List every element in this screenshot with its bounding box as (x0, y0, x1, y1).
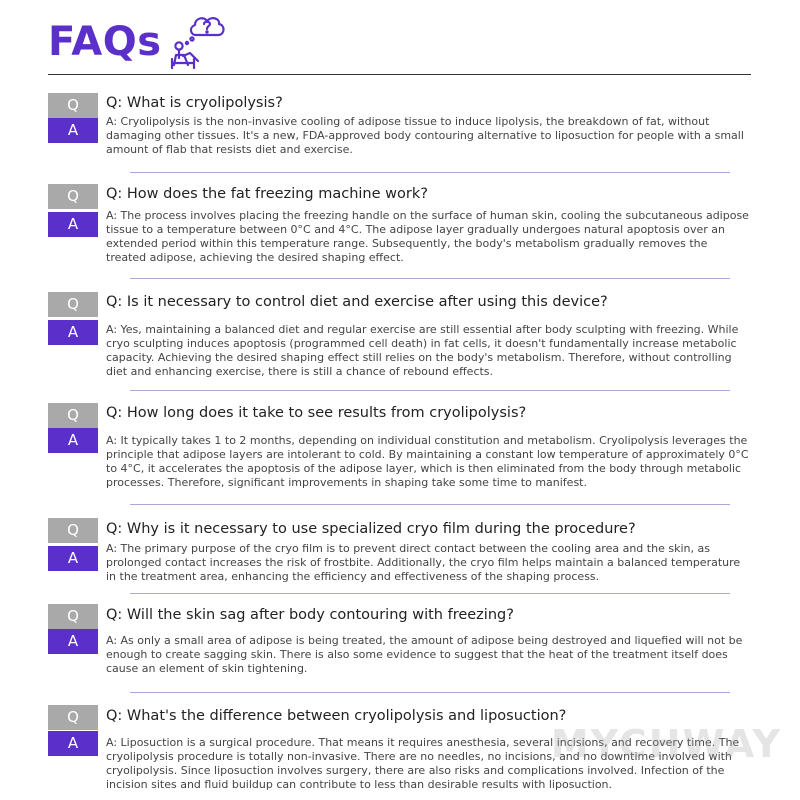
faq-answer: A: Cryolipolysis is the non-invasive cooling of adipose tissue to induce lipolysis, the breakdown of fat, without damaging other tissues. It's a new, FDA-approved body contouring alternative to liposuction for people with a small amount of flab that resists diet and exercise. (106, 115, 744, 156)
answer-badge: A (48, 731, 98, 756)
faq-divider (130, 504, 730, 505)
faq-divider (130, 593, 730, 594)
faq-question: Q: Will the skin sag after body contouring with freezing? (106, 607, 514, 623)
faq-divider (130, 692, 730, 693)
question-badge: Q (48, 518, 98, 543)
faq-answer: A: As only a small area of adipose is being treated, the amount of adipose being destroyed and liquefied will not be enough to create sagging skin. There is also some evidence to suggest that the heat of the treatment itself does cause an element of skin tightening. (106, 634, 743, 675)
question-badge: Q (48, 184, 98, 209)
question-badge: Q (48, 604, 98, 629)
person-thinking-cloud-icon (170, 13, 232, 71)
faq-question: Q: What is cryolipolysis? (106, 95, 283, 111)
answer-badge: A (48, 546, 98, 571)
faq-question: Q: How does the fat freezing machine work? (106, 186, 428, 202)
header-divider (48, 74, 751, 75)
question-badge: Q (48, 403, 98, 428)
faq-answer: A: Yes, maintaining a balanced diet and regular exercise are still essential after body sculpting with freezing. While cryo sculpting induces apoptosis (programmed cell death) in fat cells, it doesn't fundamentally increase metabolic capacity. Achieving the desired shaping effect still relies on the body's metabolism. Therefore, without controlling diet and enhancing exercise, there is still a chance of rebound effects. (106, 323, 739, 378)
question-badge: Q (48, 93, 98, 118)
faq-answer: A: It typically takes 1 to 2 months, depending on individual constitution and metabolism. Cryolipolysis leverages the principle that adipose layers are intolerant to cold. By maintaining a constant low temperature of approximately 0°C to 4°C, it accelerates the apoptosis of the adipose layer, which is then eliminated from the body through metabolic processes. Therefore, significant improvements in shaping take some time to manifest. (106, 434, 749, 489)
faq-divider (130, 172, 730, 173)
faq-question: Q: Is it necessary to control diet and exercise after using this device? (106, 294, 608, 310)
faq-question: Q: How long does it take to see results from cryolipolysis? (106, 405, 527, 421)
page-title: FAQs (48, 19, 162, 65)
page-header (48, 12, 232, 72)
faq-question: Q: Why is it necessary to use specialized cryo film during the procedure? (106, 521, 636, 537)
answer-badge: A (48, 320, 98, 345)
question-badge: Q (48, 292, 98, 317)
answer-badge: A (48, 629, 98, 654)
answer-badge: A (48, 212, 98, 237)
faq-answer: A: Liposuction is a surgical procedure. That means it requires anesthesia, several incisions, and recovery time. The cryolipolysis procedure is totally non-invasive. There are no needles, no incisions, and no downtime involved with cryolipolysis. Since liposuction involves surgery, there are also risks and complications involved. Infection of the incision sites and fluid buildup can contribute to less than desirable results with liposuction. (106, 736, 740, 791)
faq-question: Q: What's the difference between cryolipolysis and liposuction? (106, 708, 567, 724)
faq-divider (130, 390, 730, 391)
answer-badge: A (48, 118, 98, 143)
brand-watermark: MYCHWAY (550, 722, 782, 766)
faq-divider (130, 278, 730, 279)
faq-answer: A: The primary purpose of the cryo film is to prevent direct contact between the cooling area and the skin, as prolonged contact increases the risk of frostbite. Additionally, the cryo film helps maintain a balanced temperature in the treatment area, enhancing the efficiency and effectiveness of the shaping process. (106, 542, 741, 583)
question-badge: Q (48, 705, 98, 730)
answer-badge: A (48, 428, 98, 453)
faq-answer: A: The process involves placing the freezing handle on the surface of human skin, cooling the subcutaneous adipose tissue to a temperature between 0°C and 4°C. The adipose layer gradually undergoes natural apoptosis over an extended period within this temperature range. Subsequently, the body's metabolism gradually removes the treated adipose, achieving the desired shaping effect. (106, 209, 749, 264)
